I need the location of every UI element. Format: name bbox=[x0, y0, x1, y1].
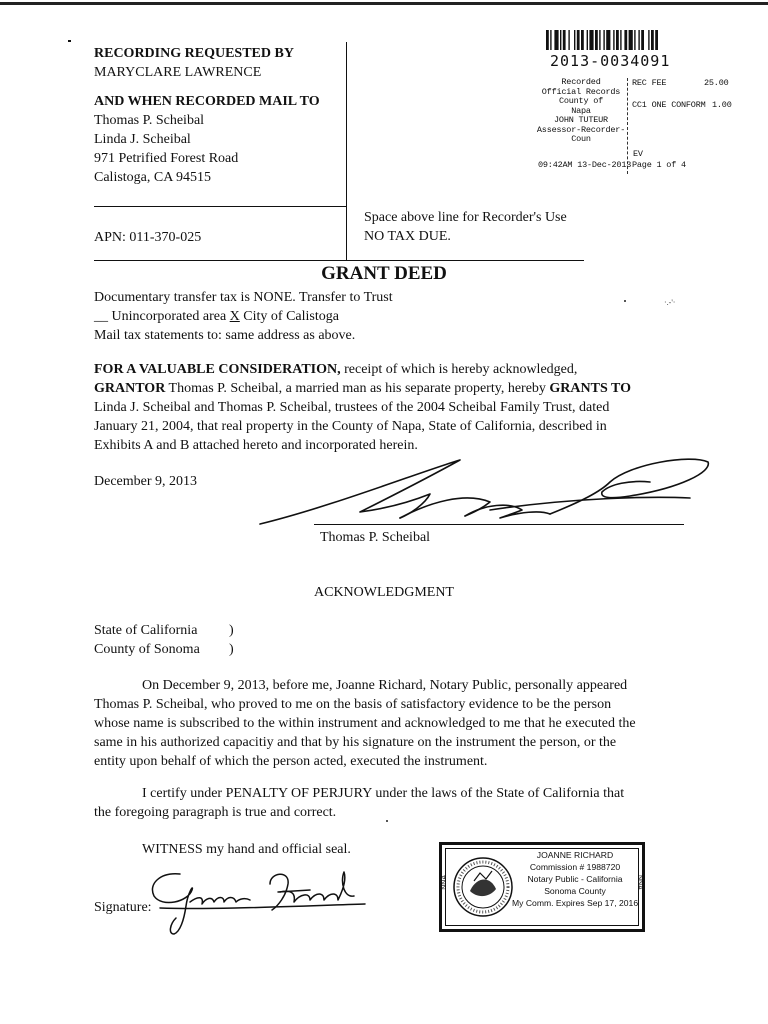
notary-seal-icon bbox=[450, 855, 516, 919]
top-border bbox=[0, 2, 768, 5]
speck-mark bbox=[624, 300, 626, 302]
transfer-tax-line: Documentary transfer tax is NONE. Transfer to Trust bbox=[94, 290, 393, 305]
stamp-line: JOANNE RICHARD bbox=[536, 850, 614, 860]
consideration-rest: receipt of which is hereby acknowledged, bbox=[340, 362, 578, 377]
recording-requested-label: RECORDING REQUESTED BY bbox=[94, 46, 294, 61]
recorder-line: JOHN TUTEUR bbox=[554, 115, 608, 125]
area-suffix: City of Calistoga bbox=[239, 309, 339, 324]
stamp-line: Sonoma County bbox=[544, 886, 606, 896]
area-line bbox=[94, 307, 594, 326]
barcode-bar bbox=[599, 30, 600, 50]
city-mark: X bbox=[229, 309, 240, 324]
space-above-note: Space above line for Recorder's Use bbox=[364, 210, 567, 225]
notary-line: On December 9, 2013, before me, Joanne Richard, Notary Public, personally appeared bbox=[142, 678, 628, 693]
recording-requested-name: MARYCLARE LAWRENCE bbox=[94, 65, 262, 80]
mail-to-line: Linda J. Scheibal bbox=[94, 132, 191, 147]
notary-stamp bbox=[439, 842, 645, 932]
signer-name: Thomas P. Scheibal bbox=[320, 530, 431, 545]
acknowledgment-heading: ACKNOWLEDGMENT bbox=[314, 585, 454, 600]
grantor-line bbox=[94, 379, 694, 398]
header-rule-left bbox=[94, 206, 346, 207]
barcode-bar bbox=[606, 30, 610, 50]
barcode-bar bbox=[550, 30, 551, 50]
cc-label: CC1 ONE CONFORM bbox=[632, 100, 706, 110]
venue-paren: ) bbox=[229, 642, 234, 657]
body-line: Linda J. Scheibal and Thomas P. Scheibal, trustees of the 2004 Scheibal Family Trust, dated bbox=[94, 400, 610, 415]
grantor-rest: Thomas P. Scheibal, a married man as his separate property, hereby bbox=[165, 381, 550, 396]
rec-fee-label: REC FEE bbox=[632, 78, 667, 88]
tax-info bbox=[94, 288, 594, 345]
barcode-bar bbox=[560, 30, 561, 50]
rec-fee-value: 25.00 bbox=[704, 78, 729, 88]
stray-mark bbox=[68, 40, 71, 42]
barcode-bar bbox=[581, 30, 584, 50]
signing-date: December 9, 2013 bbox=[94, 474, 198, 489]
recorder-line: County of bbox=[558, 96, 604, 106]
barcode-bar bbox=[655, 30, 658, 50]
barcode-bar bbox=[568, 30, 569, 50]
notary-line: entity upon behalf of which the person acted, executed the instrument. bbox=[94, 754, 488, 769]
header-divider bbox=[346, 42, 347, 260]
recorded-timestamp: 09:42AM 13-Dec-2013 bbox=[538, 160, 632, 170]
barcode-bar bbox=[651, 30, 654, 50]
consideration-line bbox=[94, 360, 694, 379]
grantor-signature bbox=[250, 452, 720, 534]
consideration-bold: FOR A VALUABLE CONSIDERATION, bbox=[94, 362, 341, 377]
consideration-paragraph bbox=[94, 360, 694, 455]
document-title: GRANT DEED bbox=[321, 263, 447, 284]
recorder-line: Assessor-Recorder-Coun bbox=[536, 124, 626, 144]
stamp-line: Commission # 1988720 bbox=[529, 862, 621, 872]
stamp-line: Notary Public - California bbox=[527, 874, 623, 884]
mail-to-label: AND WHEN RECORDED MAIL TO bbox=[94, 94, 320, 109]
venue-parens bbox=[229, 621, 234, 659]
recorder-left-lines bbox=[536, 78, 626, 145]
barcode-bar bbox=[648, 30, 649, 50]
barcode-bar bbox=[624, 30, 627, 50]
barcode-bar bbox=[577, 30, 580, 50]
barcode-bar bbox=[546, 30, 549, 50]
barcode-bar bbox=[587, 30, 588, 50]
stamp-line: My Comm. Expires Sep 17, 2016 bbox=[512, 898, 639, 908]
venue-paren: ) bbox=[229, 623, 234, 638]
recorder-rule bbox=[94, 260, 584, 261]
body-line: Exhibits A and B attached hereto and incorporated herein. bbox=[94, 438, 418, 453]
stamp-side-label-left: NNA bbox=[441, 875, 448, 890]
no-tax-note: NO TAX DUE. bbox=[364, 229, 451, 244]
notary-stamp-text bbox=[512, 849, 638, 909]
notary-line: same in his authorized capacitiy and that by his signature on the instrument the person, or the bbox=[94, 735, 617, 750]
perjury-paragraph bbox=[94, 784, 694, 822]
recorder-line: Recorded bbox=[561, 77, 601, 87]
witness-line: WITNESS my hand and official seal. bbox=[142, 842, 351, 857]
mail-tax-line: Mail tax statements to: same address as above. bbox=[94, 328, 356, 343]
perjury-line: the foregoing paragraph is true and correct. bbox=[94, 805, 337, 820]
barcode-bar bbox=[574, 30, 575, 50]
notary-line: whose name is subscribed to the within instrument and acknowledged to me that he executed the bbox=[94, 716, 636, 731]
speck-mark bbox=[386, 820, 388, 822]
barcode-bar bbox=[616, 30, 619, 50]
cc-value: 1.00 bbox=[712, 100, 732, 110]
venue-county: County of Sonoma bbox=[94, 642, 200, 657]
grantor-signature-line bbox=[314, 524, 684, 525]
mail-to-line: Calistoga, CA 94515 bbox=[94, 170, 212, 185]
barcode-bar bbox=[634, 30, 635, 50]
clerk-initials: EV bbox=[633, 149, 643, 159]
mail-to-line: 971 Petrified Forest Road bbox=[94, 151, 239, 166]
recording-block bbox=[94, 44, 344, 187]
notary-paragraph bbox=[94, 676, 694, 771]
barcode-bar bbox=[589, 30, 593, 50]
barcode-bar bbox=[563, 30, 566, 50]
recorder-line: Official Records bbox=[541, 86, 621, 97]
barcode-bar bbox=[554, 30, 558, 50]
barcode-bar bbox=[595, 30, 598, 50]
speck-mark: ·.-'· bbox=[664, 298, 676, 307]
barcode-bar bbox=[629, 30, 633, 50]
area-prefix: __ Unincorporated area bbox=[94, 309, 230, 324]
page-count: Page 1 of 4 bbox=[632, 160, 686, 170]
barcode-graphic bbox=[546, 30, 706, 50]
recorder-line: Napa bbox=[571, 105, 591, 116]
notary-signature bbox=[140, 862, 370, 942]
body-line: January 21, 2004, that real property in the County of Napa, State of California, described in bbox=[94, 419, 607, 434]
stamp-side-label-right: NNA bbox=[636, 875, 643, 890]
perjury-line: I certify under PENALTY OF PERJURY under the laws of the State of California that bbox=[142, 786, 625, 801]
barcode-bar bbox=[603, 30, 604, 50]
barcode bbox=[546, 30, 706, 50]
barcode-bar bbox=[613, 30, 614, 50]
mail-to-line: Thomas P. Scheibal bbox=[94, 113, 205, 128]
barcode-bar bbox=[620, 30, 621, 50]
grants-bold: GRANTS TO bbox=[549, 381, 631, 396]
barcode-bar bbox=[641, 30, 644, 50]
barcode-bar bbox=[638, 30, 639, 50]
apn: APN: 011-370-025 bbox=[94, 230, 202, 245]
doc-number: 2013-0034091 bbox=[550, 52, 671, 70]
venue-state: State of California bbox=[94, 623, 198, 638]
grantor-bold: GRANTOR bbox=[94, 381, 166, 396]
notary-line: Thomas P. Scheibal, who proved to me on the basis of satisfactory evidence to be the person bbox=[94, 697, 612, 712]
signature-label: Signature: bbox=[94, 900, 152, 915]
